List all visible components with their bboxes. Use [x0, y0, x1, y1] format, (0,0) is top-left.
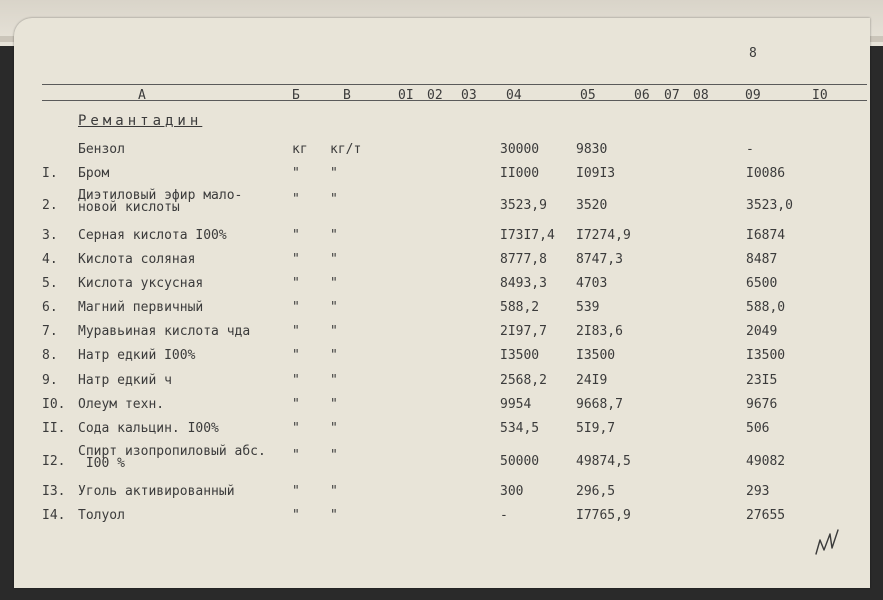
- row-col-09: 293: [746, 484, 770, 499]
- row-number: I0.: [42, 397, 66, 412]
- row-col-04: 534,5: [500, 421, 540, 436]
- row-unit: ": [292, 348, 300, 363]
- row-unit: ": [292, 228, 300, 243]
- row-col-09: 9676: [746, 397, 778, 412]
- row-col-05: I7765,9: [576, 508, 631, 523]
- row-col-04: 9954: [500, 397, 532, 412]
- header-rule-top: [42, 84, 867, 85]
- row-col-05: 9668,7: [576, 397, 623, 412]
- row-col-04: 300: [500, 484, 524, 499]
- row-unit-per-ton: ": [330, 348, 338, 363]
- row-col-05: 539: [576, 300, 600, 315]
- row-number: I2.: [42, 454, 66, 469]
- row-number: 7.: [42, 324, 58, 339]
- row-name: Муравьиная кислота чда: [78, 324, 251, 339]
- row-col-09: 8487: [746, 252, 778, 267]
- row-number: 9.: [42, 373, 58, 388]
- row-col-04: 588,2: [500, 300, 540, 315]
- header-col-04: 04: [506, 88, 522, 103]
- row-col-05: 296,5: [576, 484, 616, 499]
- header-col-a: А: [138, 88, 146, 103]
- row-unit-per-ton: ": [330, 276, 338, 291]
- row-col-05: 5I9,7: [576, 421, 616, 436]
- header-rule-bottom: [42, 100, 867, 101]
- row-number: I4.: [42, 508, 66, 523]
- row-unit: ": [292, 421, 300, 436]
- row-col-09: -: [746, 142, 754, 157]
- row-col-05: 9830: [576, 142, 608, 157]
- row-unit: ": [292, 300, 300, 315]
- row-name: Спирт изопропиловый абс. I00 %: [78, 444, 266, 471]
- row-name: Бром: [78, 166, 110, 181]
- header-col-06: 06: [634, 88, 650, 103]
- row-col-09: 2049: [746, 324, 778, 339]
- header-col-05: 05: [580, 88, 596, 103]
- row-unit: ": [292, 166, 300, 181]
- row-col-04: II000: [500, 166, 540, 181]
- row-name: Магний первичный: [78, 300, 204, 315]
- row-col-04: 2I97,7: [500, 324, 547, 339]
- page-number: 8: [749, 46, 757, 61]
- row-col-04: -: [500, 508, 508, 523]
- row-name: Уголь активированный: [78, 484, 235, 499]
- row-number: 2.: [42, 198, 58, 213]
- row-col-04: I73I7,4: [500, 228, 555, 243]
- header-col-03: 03: [461, 88, 477, 103]
- row-name: Бензол: [78, 142, 125, 157]
- row-unit-per-ton: ": [330, 448, 338, 463]
- row-name: Натр едкий I00%: [78, 348, 196, 363]
- row-col-09: I6874: [746, 228, 786, 243]
- row-unit: ": [292, 252, 300, 267]
- row-unit-per-ton: кг/т: [330, 142, 362, 157]
- row-col-09: 49082: [746, 454, 786, 469]
- row-name: Натр едкий ч: [78, 373, 172, 388]
- row-unit: ": [292, 508, 300, 523]
- row-col-05: 24I9: [576, 373, 608, 388]
- row-number: I.: [42, 166, 58, 181]
- row-col-04: 8493,3: [500, 276, 547, 291]
- row-col-09: 23I5: [746, 373, 778, 388]
- header-col-07: 07: [664, 88, 680, 103]
- row-unit-per-ton: ": [330, 421, 338, 436]
- row-number: 6.: [42, 300, 58, 315]
- row-col-09: I3500: [746, 348, 786, 363]
- row-unit: ": [292, 276, 300, 291]
- row-col-05: 4703: [576, 276, 608, 291]
- row-col-04: I3500: [500, 348, 540, 363]
- row-name: Серная кислота I00%: [78, 228, 227, 243]
- row-name: Кислота соляная: [78, 252, 196, 267]
- row-unit: ": [292, 373, 300, 388]
- row-col-09: 6500: [746, 276, 778, 291]
- handwritten-mark: [810, 520, 846, 560]
- row-col-05: 49874,5: [576, 454, 631, 469]
- row-col-05: 3520: [576, 198, 608, 213]
- row-col-05: I7274,9: [576, 228, 631, 243]
- row-unit-per-ton: ": [330, 300, 338, 315]
- row-col-09: 588,0: [746, 300, 786, 315]
- row-col-04: 2568,2: [500, 373, 547, 388]
- row-unit: ": [292, 484, 300, 499]
- row-unit-per-ton: ": [330, 508, 338, 523]
- row-unit: ": [292, 448, 300, 463]
- row-name: Олеум техн.: [78, 397, 165, 412]
- row-col-05: 2I83,6: [576, 324, 623, 339]
- row-number: 4.: [42, 252, 58, 267]
- row-col-05: I3500: [576, 348, 616, 363]
- row-col-04: 30000: [500, 142, 540, 157]
- header-col-b: Б: [292, 88, 300, 103]
- row-col-09: 27655: [746, 508, 786, 523]
- row-unit-per-ton: ": [330, 397, 338, 412]
- row-col-09: I0086: [746, 166, 786, 181]
- row-col-09: 506: [746, 421, 770, 436]
- row-col-04: 3523,9: [500, 198, 547, 213]
- row-unit-per-ton: ": [330, 252, 338, 267]
- header-col-v: В: [343, 88, 351, 103]
- row-unit: кг: [292, 142, 308, 157]
- row-unit: ": [292, 324, 300, 339]
- row-col-09: 3523,0: [746, 198, 793, 213]
- header-col-09: 09: [745, 88, 761, 103]
- header-col-08: 08: [693, 88, 709, 103]
- row-col-05: I09I3: [576, 166, 616, 181]
- row-name: Сода кальцин. I00%: [78, 421, 219, 436]
- header-col-02: 02: [427, 88, 443, 103]
- row-name: Толуол: [78, 508, 125, 523]
- row-col-05: 8747,3: [576, 252, 623, 267]
- row-col-04: 8777,8: [500, 252, 547, 267]
- row-unit: ": [292, 397, 300, 412]
- header-col-10: I0: [812, 88, 828, 103]
- row-name: Кислота уксусная: [78, 276, 204, 291]
- row-number: 5.: [42, 276, 58, 291]
- row-unit-per-ton: ": [330, 166, 338, 181]
- row-number: 8.: [42, 348, 58, 363]
- row-number: I3.: [42, 484, 66, 499]
- row-unit-per-ton: ": [330, 373, 338, 388]
- row-col-04: 50000: [500, 454, 540, 469]
- row-unit-per-ton: ": [330, 324, 338, 339]
- row-unit-per-ton: ": [330, 484, 338, 499]
- row-name: Диэтиловый эфир мало- новой кислоты: [78, 188, 243, 215]
- header-col-01: 0I: [398, 88, 414, 103]
- row-number: 3.: [42, 228, 58, 243]
- section-title: Ремантадин: [78, 113, 203, 129]
- row-unit-per-ton: ": [330, 192, 338, 207]
- row-number: II.: [42, 421, 66, 436]
- row-unit: ": [292, 192, 300, 207]
- row-unit-per-ton: ": [330, 228, 338, 243]
